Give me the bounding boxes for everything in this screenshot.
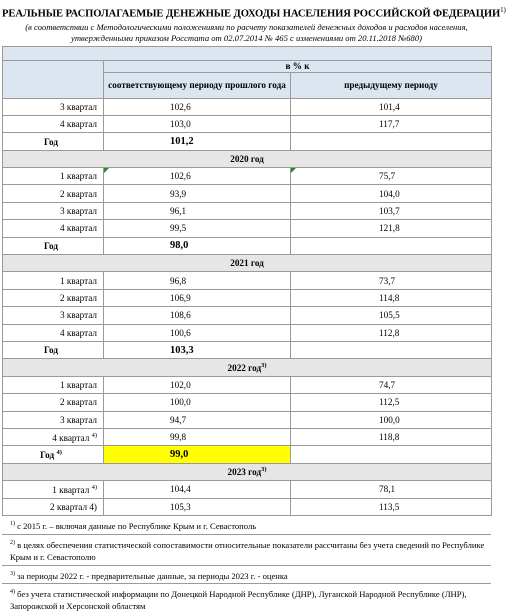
- year-heading: [3, 463, 492, 480]
- value-qoq: 112,5: [291, 394, 492, 411]
- year-heading: [3, 359, 492, 376]
- header-group-cell: в % к: [104, 60, 492, 72]
- row-label: 4 квартал: [3, 324, 104, 341]
- row-label: 4 квартал: [3, 220, 104, 237]
- total-row: [3, 342, 492, 359]
- header-col-prev-year: соответствующему периоду прошлого года: [104, 72, 291, 98]
- total-row: [3, 446, 492, 463]
- value-qoq: 101,4: [291, 98, 492, 115]
- footnote: [2, 535, 491, 566]
- table-row: [3, 411, 492, 428]
- value-yoy: 102,6: [104, 98, 291, 115]
- value-yoy: 106,9: [104, 289, 291, 306]
- footnote: [2, 516, 491, 535]
- row-label-text: 1 квартал: [52, 484, 90, 495]
- value-qoq: 105,5: [291, 307, 492, 324]
- value-yoy: 93,9: [104, 185, 291, 202]
- total-qoq-empty: [291, 342, 492, 359]
- total-label: [3, 446, 104, 463]
- footnote-text: в целях обеспечения статистической сопоставимости относительные показатели рассчитаны без учета сведений по Республике Крым и г. Севастополю: [10, 539, 485, 562]
- value-qoq: 113,5: [291, 498, 492, 515]
- header-top-cell: [3, 46, 492, 60]
- table-row: [3, 394, 492, 411]
- table-row: [3, 376, 492, 393]
- total-yoy: 101,2: [104, 133, 291, 150]
- table-row: [3, 202, 492, 219]
- year-row: [3, 359, 492, 376]
- footnote: [2, 566, 491, 585]
- footnote: [2, 584, 491, 614]
- footnotes: [2, 516, 491, 614]
- row-label: 1 квартал: [3, 376, 104, 393]
- year-footnote-mark: 3): [261, 362, 267, 370]
- footnote-text: за периоды 2022 г. - предварительные данные, за периоды 2023 г. - оценка: [15, 570, 288, 581]
- value-yoy: 100,6: [104, 324, 291, 341]
- row-label: 1 квартал: [3, 272, 104, 289]
- header-label-cell: [3, 60, 104, 98]
- year-heading-text: 2022 год: [227, 363, 262, 374]
- row-label-text: 4 квартал: [52, 432, 90, 443]
- table-row: [3, 481, 492, 498]
- table-row: [3, 272, 492, 289]
- row-label: 3 квартал: [3, 411, 104, 428]
- year-heading-text: 2023 год: [227, 467, 262, 478]
- row-footnote-mark: 4): [91, 431, 97, 439]
- total-qoq-empty: [291, 133, 492, 150]
- value-yoy: 99,5: [104, 220, 291, 237]
- year-heading: 2021 год: [3, 255, 492, 272]
- table-row: [3, 168, 492, 185]
- table-row: [3, 498, 492, 515]
- table-row: [3, 220, 492, 237]
- year-row: [3, 150, 492, 167]
- row-footnote-mark: 4): [91, 483, 97, 491]
- value-yoy: 102,0: [104, 376, 291, 393]
- document-title: [2, 0, 506, 21]
- value-yoy: 99,8: [104, 428, 291, 445]
- value-qoq: 103,7: [291, 202, 492, 219]
- header-group-row: [3, 60, 492, 72]
- total-yoy-highlighted: 99,0: [104, 446, 291, 463]
- table-row: [3, 115, 492, 132]
- value-yoy: 104,4: [104, 481, 291, 498]
- year-footnote-mark: 3): [261, 466, 267, 474]
- value-qoq: 114,8: [291, 289, 492, 306]
- total-row: [3, 133, 492, 150]
- row-label: 2 квартал: [3, 185, 104, 202]
- year-row: [3, 463, 492, 480]
- table-row: [3, 307, 492, 324]
- value-yoy: 96,1: [104, 202, 291, 219]
- row-label: 3 квартал: [3, 307, 104, 324]
- title-text: РЕАЛЬНЫЕ РАСПОЛАГАЕМЫЕ ДЕНЕЖНЫЕ ДОХОДЫ НАСЕЛЕНИЯ РОССИЙСКОЙ ФЕДЕРАЦИИ: [2, 8, 501, 20]
- table-row: [3, 98, 492, 115]
- table-row: [3, 289, 492, 306]
- value-yoy: 108,6: [104, 307, 291, 324]
- value-qoq: 78,1: [291, 481, 492, 498]
- total-qoq-empty: [291, 446, 492, 463]
- value-qoq: 100,0: [291, 411, 492, 428]
- row-label: 3 квартал: [3, 98, 104, 115]
- value-qoq: 74,7: [291, 376, 492, 393]
- row-label: 3 квартал: [3, 202, 104, 219]
- row-label: 4 квартал: [3, 115, 104, 132]
- value-qoq: 118,8: [291, 428, 492, 445]
- row-label: 2 квартал: [3, 394, 104, 411]
- footnote-text: без учета статистической информации по Донецкой Народной Республике (ДНР), Луганской Народной Республике (ЛНР), Запорожской и Херсонской областям: [10, 589, 467, 612]
- income-table: [2, 46, 492, 516]
- total-label: Год: [3, 342, 104, 359]
- document-subtitle: (в соответствии с Методологическими положениями по расчету показателей денежных доходов и расходов населения, утвержденными приказом Росстата от 02.07.2014 № 465 с изменениями от 20.11.2018 №680): [25, 21, 468, 43]
- header-top-row: [3, 46, 492, 60]
- value-yoy: 102,6: [104, 168, 291, 185]
- value-qoq: 112,8: [291, 324, 492, 341]
- value-yoy: 105,3: [104, 498, 291, 515]
- total-yoy: 98,0: [104, 237, 291, 254]
- table-row: [3, 185, 492, 202]
- year-heading: 2020 год: [3, 150, 492, 167]
- value-qoq: 104,0: [291, 185, 492, 202]
- value-yoy: 94,7: [104, 411, 291, 428]
- value-qoq: 121,8: [291, 220, 492, 237]
- total-label-text: Год: [40, 450, 55, 461]
- row-label: [3, 481, 104, 498]
- value-qoq: 75,7: [291, 168, 492, 185]
- row-label: 2 квартал: [3, 289, 104, 306]
- total-qoq-empty: [291, 237, 492, 254]
- row-label: 1 квартал: [3, 168, 104, 185]
- value-yoy: 100,0: [104, 394, 291, 411]
- footnote-mark: 3): [10, 570, 15, 577]
- total-label: Год: [3, 133, 104, 150]
- table-row: [3, 428, 492, 445]
- value-yoy: 96,8: [104, 272, 291, 289]
- footnote-mark: 4): [10, 589, 15, 596]
- footnote-mark: 1): [10, 520, 15, 527]
- total-yoy: 103,3: [104, 342, 291, 359]
- header-col-prev-period: предыдущему периоду: [291, 72, 492, 98]
- total-label: Год: [3, 237, 104, 254]
- footnote-text: с 2015 г. – включая данные по Республике Крым и г. Севастополь: [15, 520, 257, 531]
- value-yoy: 103,0: [104, 115, 291, 132]
- row-label: [3, 428, 104, 445]
- table-row: [3, 324, 492, 341]
- total-footnote-mark: 4): [56, 449, 62, 456]
- footnote-mark: 2): [10, 539, 15, 546]
- total-row: [3, 237, 492, 254]
- row-label: 2 квартал 4): [3, 498, 104, 515]
- value-qoq: 73,7: [291, 272, 492, 289]
- value-qoq: 117,7: [291, 115, 492, 132]
- year-row: [3, 255, 492, 272]
- title-footnote-mark: 1): [500, 6, 506, 14]
